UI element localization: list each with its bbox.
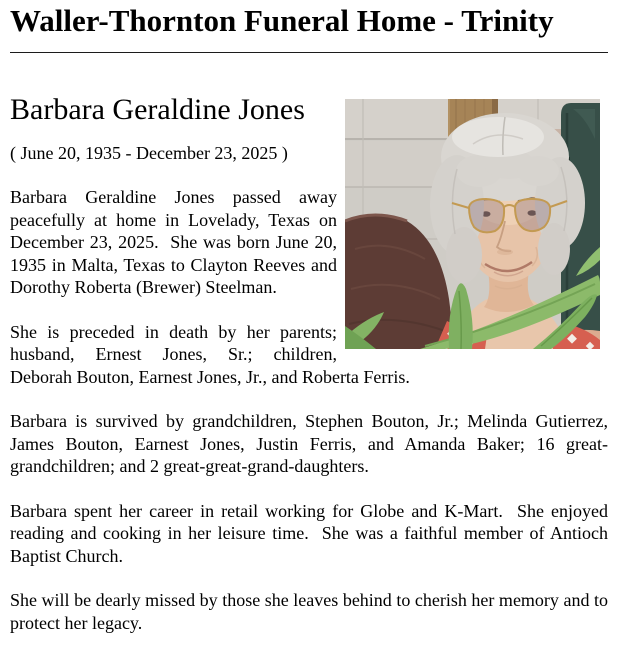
obituary-dates: ( June 20, 1935 - December 23, 2025 ) xyxy=(10,143,288,164)
obituary-content xyxy=(10,53,608,635)
obituary-paragraph-4: Barbara spent her career in retail working for Globe and K-Mart. She enjoyed reading and cooking in her leisure time. She was a faithful member of Antioch Baptist Church. xyxy=(10,500,608,566)
portrait-photo-art xyxy=(345,99,600,349)
obituary-paragraph-2: She is preceded in death by her parents; husband, Ernest Jones, Sr.; children, Deborah Bouton, Earnest Jones, Jr., and Roberta Ferris. xyxy=(10,321,410,387)
site-title: Waller-Thornton Funeral Home - Trinity xyxy=(10,3,554,38)
obituary-paragraph-5: She will be dearly missed by those she leaves behind to cherish her memory and to protect her legacy. xyxy=(10,590,608,633)
obituary-name: Barbara Geraldine Jones xyxy=(10,92,305,126)
obituary-paragraph-1: Barbara Geraldine Jones passed away peacefully at home in Lovelady, Texas on December 23, 2025. She was born June 20, 1935 in Malta, Texas to Clayton Reeves and Dorothy Roberta (Brewer) Steelman. xyxy=(10,187,337,298)
obituary-paragraph-3: Barbara is survived by grandchildren, Stephen Bouton, Jr.; Melinda Gutierrez, James Bouton, Earnest Jones, Justin Ferris, and Amanda Baker; 16 great-grandchildren; and 2 great-great-grand-daughters. xyxy=(10,411,608,477)
portrait-photo xyxy=(345,99,600,349)
obituary-page xyxy=(0,3,620,634)
